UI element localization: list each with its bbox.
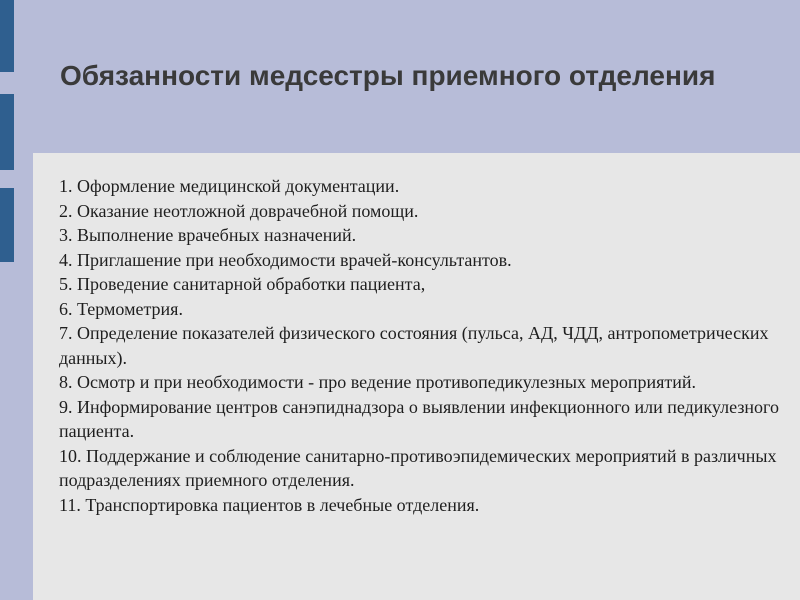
accent-bar-middle: [0, 94, 14, 170]
list-item: 2. Оказание неотложной доврачебной помощи.: [59, 200, 419, 221]
list-item: 8. Осмотр и при необходимости - про ведение противопедикулезных мероприятий.: [59, 372, 697, 392]
list-item: 1. Оформление медицинской документации.: [59, 176, 400, 196]
accent-bar-bottom: [0, 188, 14, 262]
slide-title: Обязанности медсестры приемного отделения: [60, 60, 716, 91]
duties-list: [59, 174, 779, 517]
list-item: 3. Выполнение врачебных назначений.: [59, 225, 357, 245]
list-item: 10. Поддержание и соблюдение санитарно-противоэпидемических мероприятий в различных подразделениях приемного отделения.: [59, 445, 777, 490]
accent-bar-top: [0, 0, 14, 72]
list-item: 9. Информирование центров санэпиднадзора о выявлении инфекционного или педикулезного пациента.: [59, 396, 779, 441]
list-item: 4. Приглашение при необходимости врачей-консультантов.: [59, 249, 512, 270]
list-item: 11. Транспортировка пациентов в лечебные отделения.: [59, 494, 480, 515]
list-item: 5. Проведение санитарной обработки пациента,: [59, 274, 426, 294]
list-item: 7. Определение показателей физического состояния (пульса, АД, ЧДД, антропометрических данных).: [59, 323, 769, 368]
list-item: 6. Термометрия.: [59, 298, 183, 319]
